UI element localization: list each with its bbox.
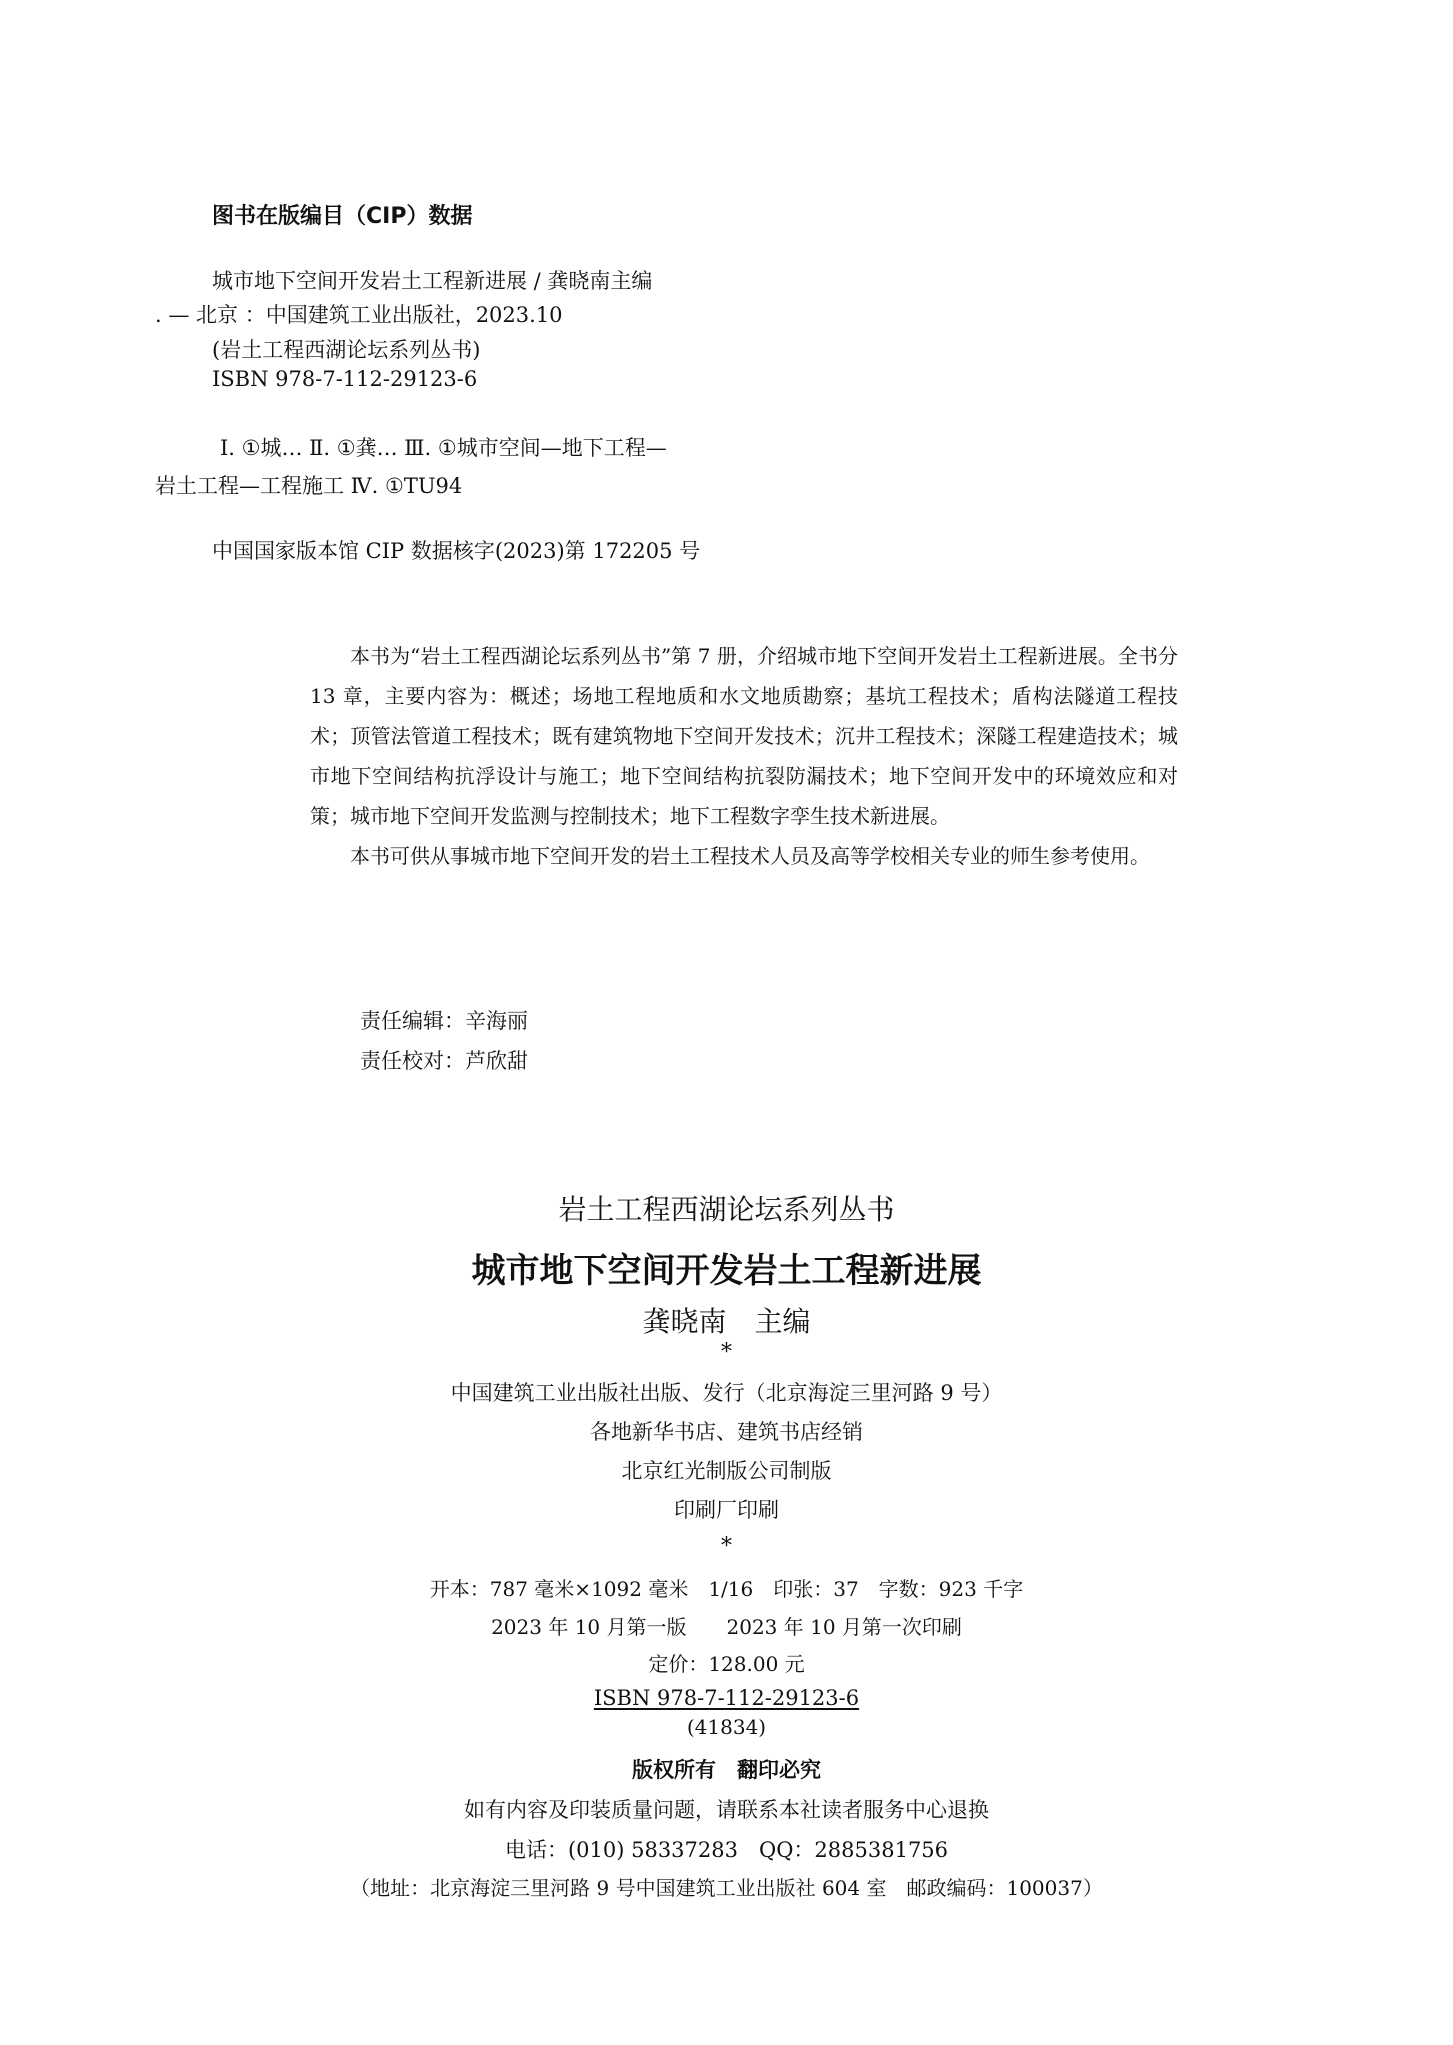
isbn-line	[0, 1686, 1453, 1710]
series-title: 岩土工程西湖论坛系列丛书	[558, 1193, 895, 1226]
book-code: (41834)	[686, 1715, 767, 1739]
chief-editor: 龚晓南 主编	[642, 1305, 811, 1338]
contact-line: 电话：(010) 58337283 QQ：2885381756	[504, 1838, 949, 1862]
cip-classification-line-2: 岩土工程—工程施工 Ⅳ. ①TU94	[155, 474, 463, 498]
plate-maker-line: 北京红光制版公司制版	[621, 1459, 832, 1483]
summary-paragraph-1: 本书为“岩土工程西湖论坛系列丛书”第 7 册，介绍城市地下空间开发岩土工程新进展。全书分 13 章，主要内容为：概述；场地工程地质和水文地质勘察；基坑工程技术；盾构法隧道工程技术；顶管法管道工程技术；既有建筑物地下空间开发技术；沉井工程技术；深隧工程建造技术；城市地下空间结构抗浮设计与施工；地下空间结构抗裂防漏技术；地下空间开发中的环境效应和对策；城市地下空间开发监测与控制技术；地下工程数字孪生技术新进展。	[310, 644, 1178, 828]
copyright-line: 版权所有 翻印必究	[632, 1758, 821, 1782]
separator-star: *	[721, 1340, 732, 1365]
cip-publisher-line: . — 北京 ：中国建筑工业出版社，2023.10	[155, 303, 563, 327]
summary-paragraph-2: 本书可供从事城市地下空间开发的岩土工程技术人员及高等学校相关专业的师生参考使用。	[350, 844, 1150, 868]
responsible-editor: 责任编辑：辛海丽	[360, 1009, 528, 1033]
cip-isbn-line: ISBN 978-7-112-29123-6	[212, 367, 478, 391]
cip-heading: 图书在版编目（CIP）数据	[212, 204, 473, 229]
cip-series-line: (岩土工程西湖论坛系列丛书)	[212, 338, 481, 362]
cip-record-number: 中国国家版本馆 CIP 数据核字(2023)第 172205 号	[212, 539, 701, 563]
book-title: 城市地下空间开发岩土工程新进展	[471, 1251, 982, 1291]
distributor-line: 各地新华书店、建筑书店经销	[590, 1420, 863, 1444]
isbn-number: ISBN 978-7-112-29123-6	[593, 1686, 860, 1710]
edition-line: 2023 年 10 月第一版 2023 年 10 月第一次印刷	[491, 1615, 962, 1639]
price-line: 定价：128.00 元	[648, 1652, 805, 1676]
cip-title-line: 城市地下空间开发岩土工程新进展 / 龚晓南主编	[212, 269, 653, 293]
book-summary	[310, 636, 1178, 876]
publisher-line: 中国建筑工业出版社出版、发行（北京海淀三里河路 9 号）	[450, 1381, 1003, 1405]
printer-line: 印刷厂印刷	[674, 1498, 779, 1522]
format-line: 开本：787 毫米×1092 毫米 1/16 印张：37 字数：923 千字	[429, 1577, 1024, 1601]
responsible-proofreader: 责任校对：芦欣甜	[360, 1049, 528, 1073]
service-note: 如有内容及印装质量问题，请联系本社读者服务中心退换	[464, 1798, 989, 1822]
separator-star: *	[721, 1534, 732, 1559]
cip-classification-line: Ⅰ. ①城… Ⅱ. ①龚… Ⅲ. ①城市空间—地下工程—	[220, 436, 667, 460]
address-line: （地址：北京海淀三里河路 9 号中国建筑工业出版社 604 室 邮政编码：100037）	[350, 1876, 1103, 1900]
